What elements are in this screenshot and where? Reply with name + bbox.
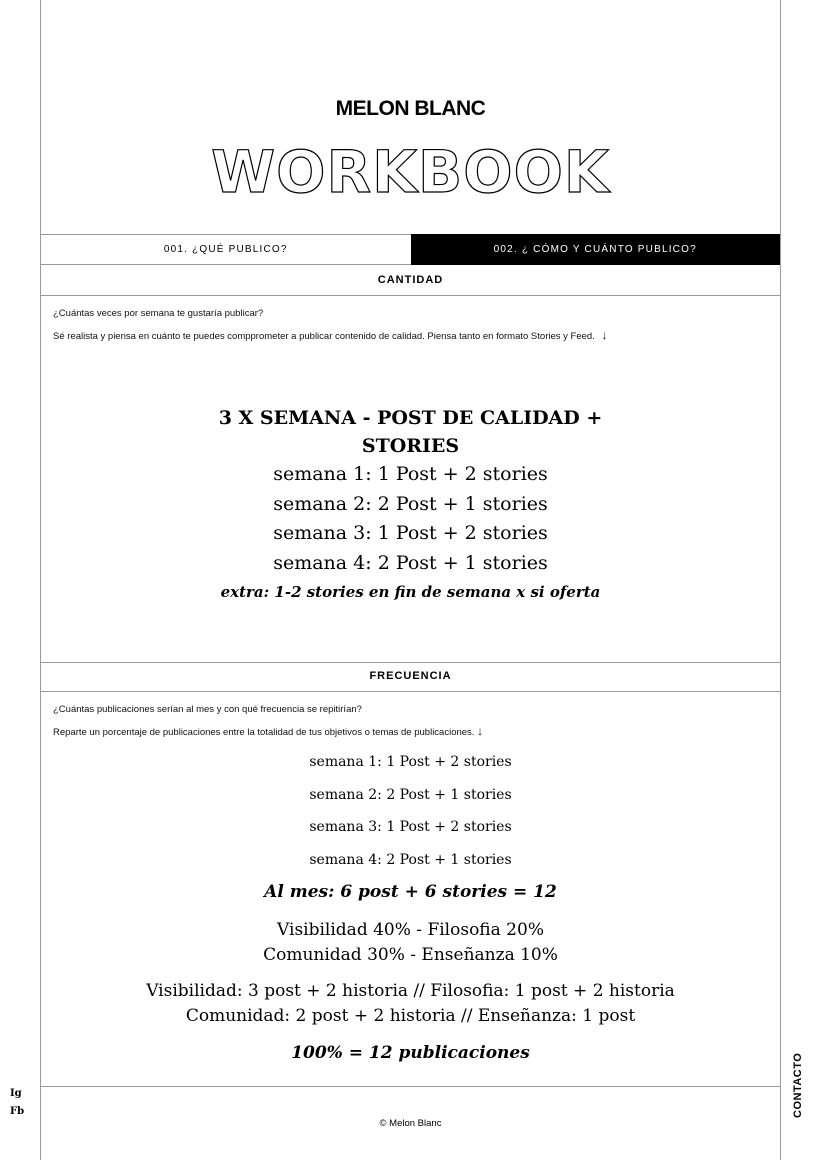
brand-logo[interactable]: MELON BLANC bbox=[335, 97, 486, 120]
frecuencia-week-1: semana 1: 1 Post + 2 stories bbox=[309, 754, 512, 770]
workbook-page bbox=[40, 0, 781, 1160]
divider bbox=[41, 691, 780, 692]
frecuencia-instruction-text: Reparte un porcentaje de publicaciones entre la totalidad de tus objetivos o temas de publicaciones. bbox=[53, 727, 475, 738]
cantidad-week-4: semana 4: 2 Post + 1 stories bbox=[273, 551, 548, 574]
frecuencia-week-3: semana 3: 1 Post + 2 stories bbox=[309, 819, 512, 835]
cantidad-answer-title-1: 3 X SEMANA - POST DE CALIDAD + bbox=[218, 407, 603, 429]
footer-copyright: © Melon Blanc bbox=[379, 1118, 442, 1129]
section-heading-frecuencia: FRECUENCIA bbox=[369, 670, 452, 682]
frecuencia-instruction bbox=[53, 724, 483, 738]
frecuencia-week-4: semana 4: 2 Post + 1 stories bbox=[309, 851, 512, 868]
section-heading-cantidad: CANTIDAD bbox=[377, 274, 444, 286]
cantidad-question: ¿Cuántas veces por semana te gustaría publicar? bbox=[53, 308, 264, 319]
percent-line-2: Comunidad 30% - Enseñanza 10% bbox=[263, 945, 558, 965]
cantidad-instruction-text: Sé realista y piensa en cuánto te puedes compprometer a publicar contenido de calidad. Piensa tanto en formato Stories y Feed. bbox=[53, 331, 595, 342]
distribution-line-1: Visibilidad: 3 post + 2 historia // Filosofia: 1 post + 2 historia bbox=[146, 981, 675, 1001]
divider bbox=[41, 662, 780, 663]
arrow-down-icon: ↓ bbox=[477, 724, 484, 738]
frecuencia-weeks bbox=[41, 746, 780, 876]
percent-line-1: Visibilidad 40% - Filosofia 20% bbox=[277, 920, 544, 940]
facebook-link[interactable]: Fb bbox=[10, 1106, 25, 1117]
distribution-line-2: Comunidad: 2 post + 2 historia // Enseñanza: 1 post bbox=[185, 1006, 636, 1026]
cantidad-answer-title-2: STORIES bbox=[361, 435, 460, 457]
frecuencia-percentages bbox=[41, 918, 780, 968]
frecuencia-grand-total: 100% = 12 publicaciones bbox=[291, 1043, 530, 1063]
divider bbox=[41, 295, 780, 296]
cantidad-week-2: semana 2: 2 Post + 1 stories bbox=[273, 492, 548, 515]
arrow-down-icon: ↓ bbox=[601, 328, 608, 342]
cantidad-instruction bbox=[53, 328, 607, 342]
tab-como-cuanto-publico[interactable]: 002. ¿ CÓMO Y CUÁNTO PUBLICO? bbox=[411, 234, 781, 265]
cantidad-week-3: semana 3: 1 Post + 2 stories bbox=[273, 522, 548, 544]
page-title: WORKBOOK bbox=[211, 138, 610, 206]
divider bbox=[41, 1086, 780, 1087]
cantidad-answer bbox=[41, 404, 780, 606]
cantidad-week-1: semana 1: 1 Post + 2 stories bbox=[273, 463, 548, 485]
frecuencia-monthly-total: Al mes: 6 post + 6 stories = 12 bbox=[264, 882, 557, 902]
contact-link[interactable]: CONTACTO bbox=[792, 1052, 804, 1118]
tab-que-publico[interactable]: 001. ¿QUÉ PUBLICO? bbox=[41, 234, 411, 265]
frecuencia-question: ¿Cuántas publicaciones serían al mes y con qué frecuencia se repitirían? bbox=[53, 704, 362, 715]
tab-bar bbox=[41, 234, 780, 265]
cantidad-extra: extra: 1-2 stories en fin de semana x si oferta bbox=[220, 583, 601, 601]
frecuencia-week-2: semana 2: 2 Post + 1 stories bbox=[309, 786, 512, 803]
instagram-link[interactable]: Ig bbox=[10, 1088, 22, 1099]
frecuencia-distribution bbox=[41, 979, 780, 1029]
